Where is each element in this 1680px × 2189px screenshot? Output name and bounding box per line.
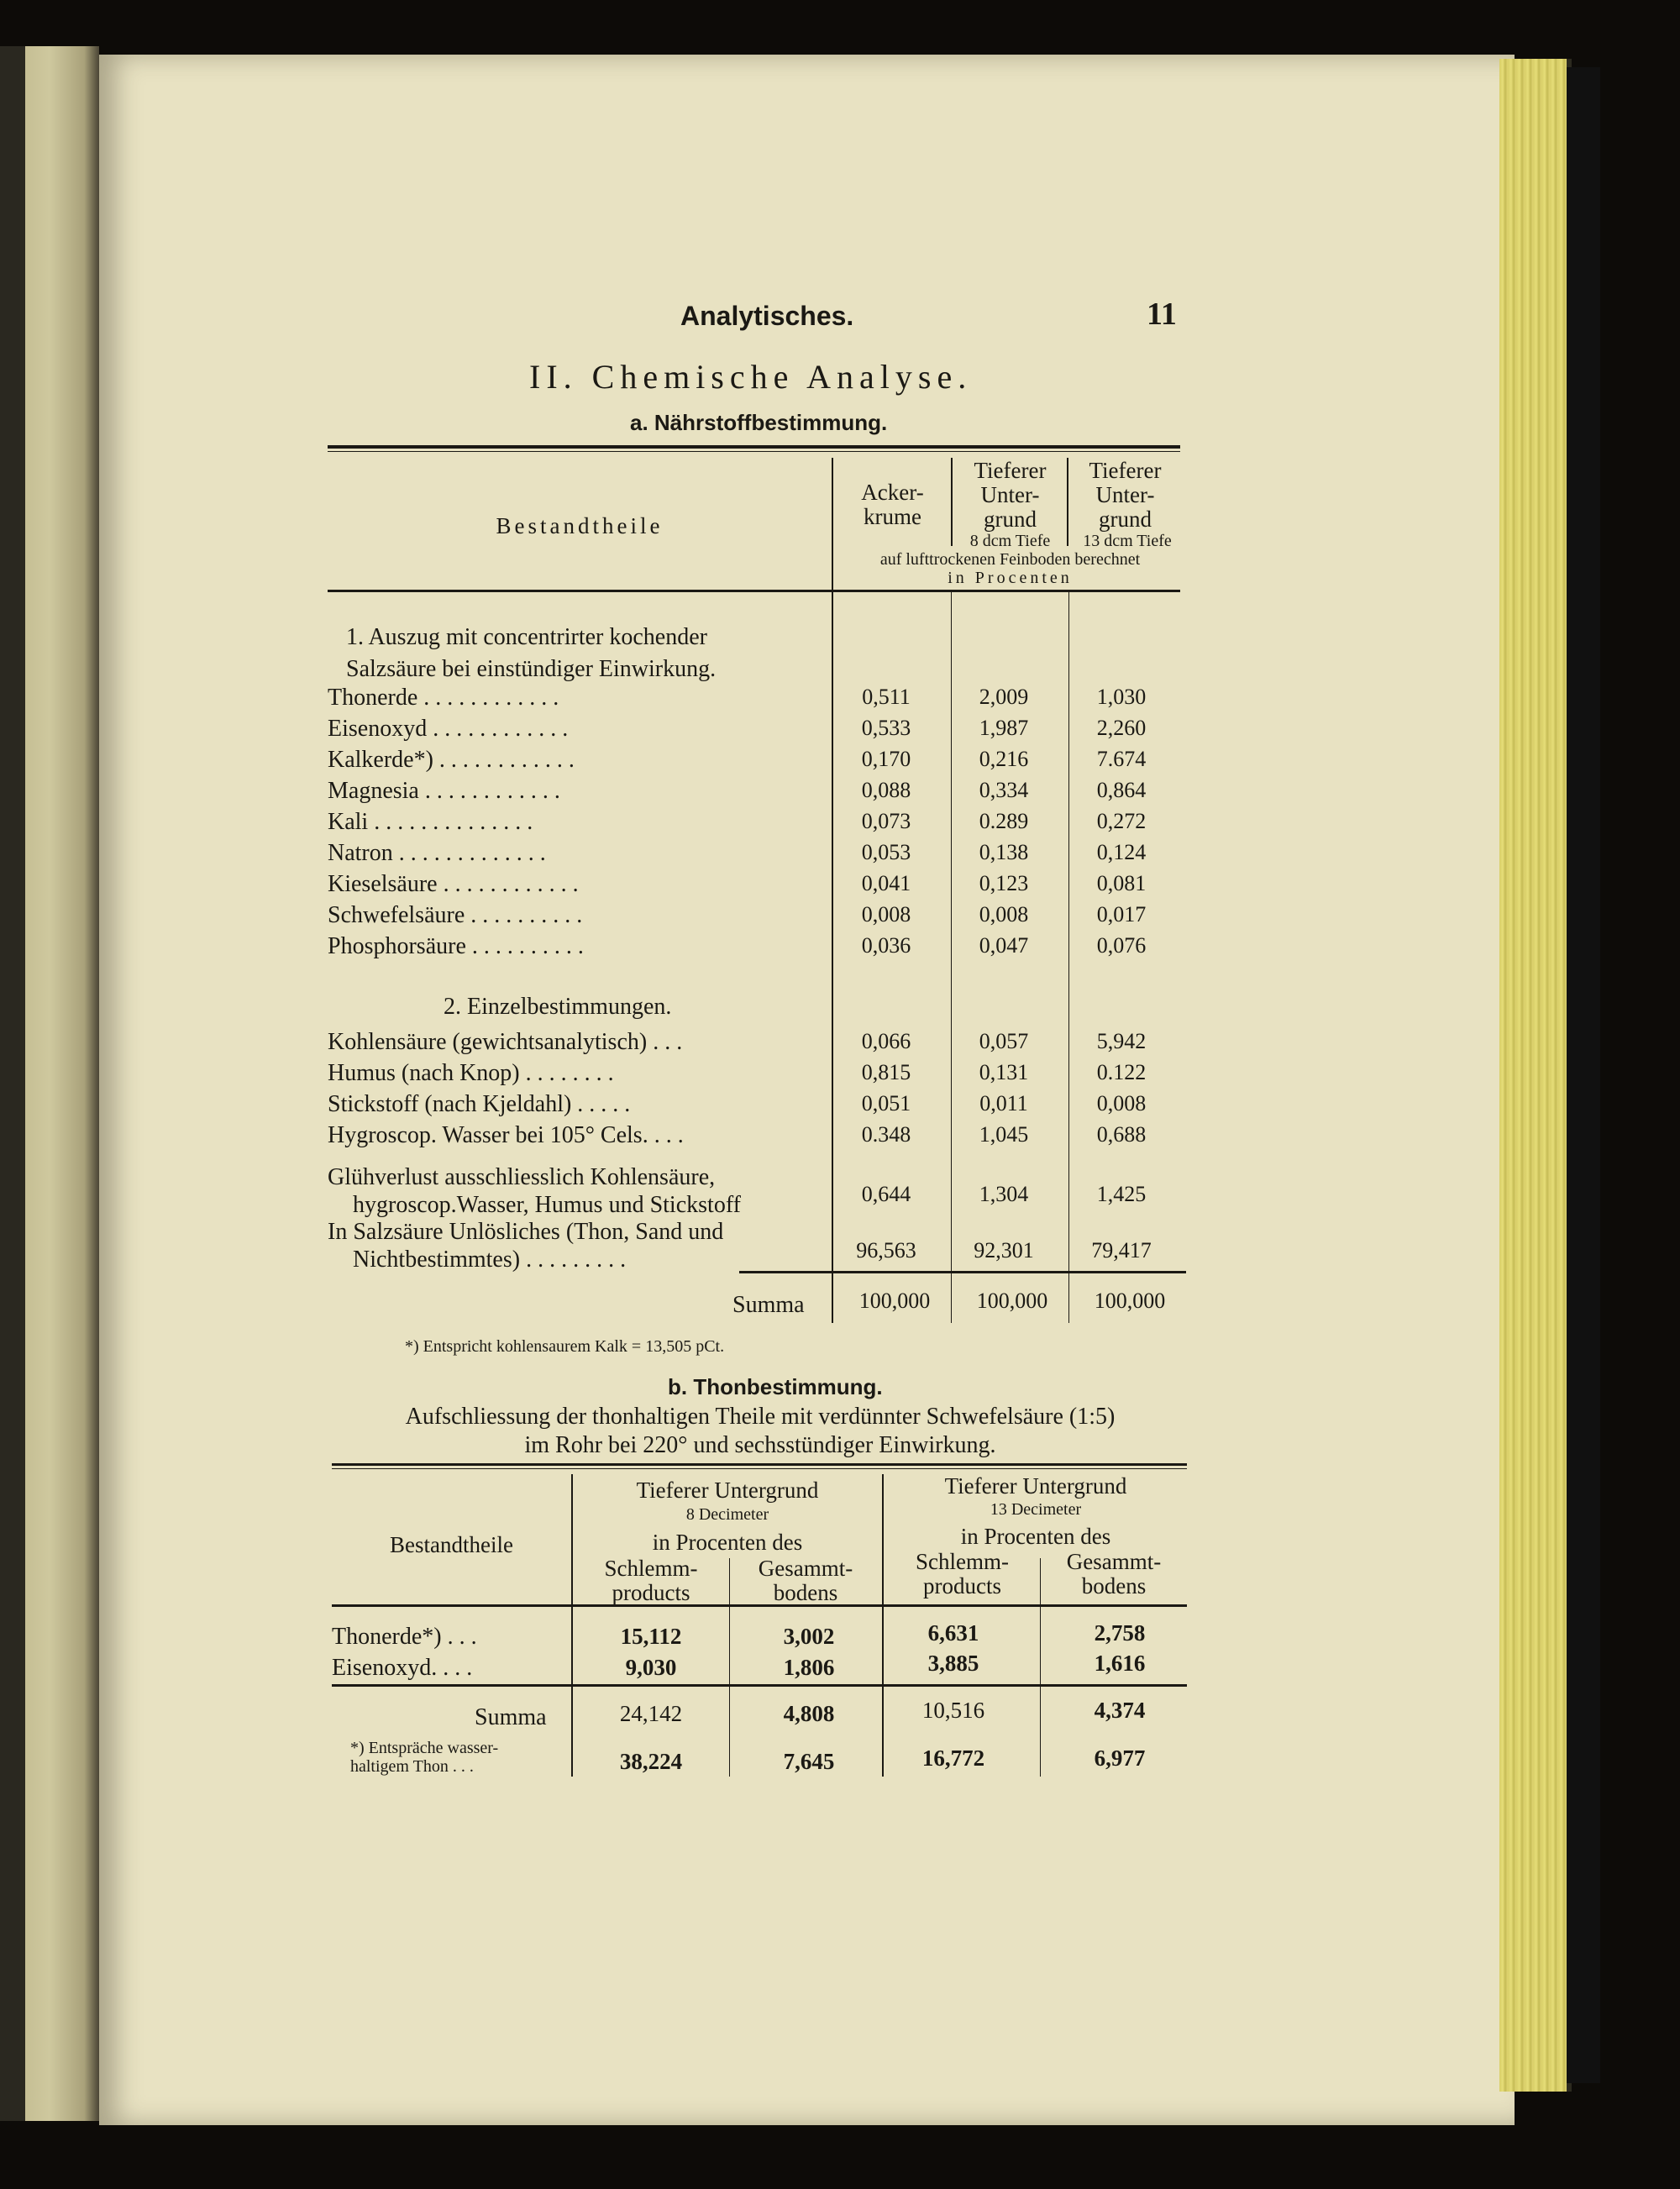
- table-row: Humus (nach Knop) . . . . . . . . 0,815 0,131 0.122: [328, 1060, 1147, 1086]
- col-untergrund-13-header: Tieferer Unter- grund: [1089, 458, 1162, 532]
- col-untergrund-8-depth: 8 dcm Tiefe: [969, 532, 1051, 550]
- table-b-row-summa: Summa 24,142 4,808 10,516 4,374: [475, 1698, 1146, 1730]
- col-untergrund-8-header: Tieferer Unter- grund: [974, 458, 1047, 532]
- chapter-title: II. Chemische Analyse.: [529, 358, 973, 396]
- table-row: Thonerde . . . . . . . . . . . . 0,511 2,009 1,030: [328, 685, 1147, 711]
- table-a-top-rule-thin: [328, 451, 1180, 452]
- table-row: Schwefelsäure . . . . . . . . . . 0,008 0,008 0,017: [328, 902, 1147, 928]
- section-b-title: b. Thonbestimmung.: [668, 1374, 883, 1399]
- basis-note: auf lufttrockenen Feinboden berechnet: [879, 550, 1141, 569]
- row-unloesliches-label: In Salzsäure Unlösliches (Thon, Sand und Nichtbestimmtes) . . . . . . . . .: [328, 1219, 724, 1273]
- row-unloesliches-v2: 92,301: [974, 1238, 1034, 1262]
- table-b-row-eisenoxyd: Eisenoxyd. . . . 9,030 1,806 3,885 1,616: [332, 1651, 1146, 1681]
- table-b-g1-schlemm: Schlemm- products: [604, 1556, 698, 1605]
- section-b-intro: Aufschliessung der thonhaltigen Theile mit verdünnter Schwefelsäure (1:5) im Rohr bei 220° und sechsstündiger Einwirkung.: [405, 1404, 1116, 1458]
- group2-title: 2. Einzelbestimmungen.: [444, 994, 672, 1020]
- book-spine: [0, 46, 25, 2121]
- row-unloesliches-v3: 79,417: [1091, 1238, 1152, 1262]
- table-b-label-header: Bestandtheile: [390, 1532, 513, 1557]
- table-b-group1-title: Tieferer Untergrund: [636, 1478, 819, 1503]
- unit-note: in Procenten: [948, 569, 1073, 587]
- table-a-sum-rule: [739, 1271, 1186, 1273]
- table-b-g2-gesammt: Gesammt- bodens: [1066, 1549, 1162, 1598]
- table-row: Stickstoff (nach Kjeldahl) . . . . . 0,051 0,011 0,008: [328, 1091, 1147, 1117]
- table-row: Kieselsäure . . . . . . . . . . . . 0,041 0,123 0,081: [328, 871, 1147, 897]
- table-a-top-rule: [328, 445, 1180, 449]
- table-b-group2-inproc: in Procenten des: [960, 1524, 1111, 1549]
- section-a-title: a. Nährstoffbestimmung.: [630, 410, 888, 435]
- table-a-header-rule: [328, 590, 1180, 592]
- table-row: Natron . . . . . . . . . . . . . 0,053 0,138 0,124: [328, 840, 1147, 866]
- summa-a-v3: 100,000: [1094, 1289, 1166, 1313]
- table-b-g1-gesammt: Gesammt- bodens: [758, 1556, 853, 1605]
- table-row: Eisenoxyd . . . . . . . . . . . . 0,533 1,987 2,260: [328, 716, 1147, 742]
- left-page-edge: [0, 46, 99, 2121]
- table-b-group2-sub: 13 Decimeter: [990, 1500, 1082, 1519]
- table-b-group2-title: Tieferer Untergrund: [944, 1473, 1127, 1499]
- table-row: Hygroscop. Wasser bei 105° Cels. . . . 0.348 1,045 0,688: [328, 1122, 1147, 1148]
- summa-a-v2: 100,000: [976, 1289, 1048, 1313]
- table-row: Kohlensäure (gewichtsanalytisch) . . . 0,066 0,057 5,942: [328, 1029, 1147, 1055]
- table-row: Kalkerde*) . . . . . . . . . . . . 0,170 0,216 7.674: [328, 747, 1147, 773]
- table-b-row-thonerde: Thonerde*) . . . 15,112 3,002 6,631 2,758: [332, 1620, 1146, 1650]
- row-gluehverlust-v2: 1,304: [979, 1182, 1029, 1206]
- table-b-g2-schlemm: Schlemm- products: [916, 1549, 1009, 1598]
- summa-a-v1: 100,000: [858, 1289, 931, 1313]
- running-head: Analytisches.: [680, 301, 854, 331]
- row-gluehverlust-label: Glühverlust ausschliesslich Kohlensäure, hygroscop.Wasser, Humus und Stickstoff: [328, 1164, 741, 1218]
- group1-title: 1. Auszug mit concentrirter kochender Salzsäure bei einstündiger Einwirkung.: [346, 624, 717, 682]
- page-edges: [1499, 59, 1572, 2092]
- summa-a-label: Summa: [732, 1292, 805, 1318]
- table-b-row-footnote: *) Entspräche wasser- haltigem Thon . . . 38,224 7,645 16,772 6,977: [350, 1739, 1146, 1776]
- table-b-group1-sub: 8 Decimeter: [685, 1505, 769, 1524]
- row-gluehverlust-v1: 0,644: [861, 1182, 911, 1206]
- col-untergrund-13-depth: 13 dcm Tiefe: [1083, 532, 1172, 550]
- table-b-top-rule: [332, 1463, 1187, 1466]
- table-a-col-divider-2: [951, 458, 953, 546]
- footnote-a: *) Entspricht kohlensaurem Kalk = 13,505 pCt.: [405, 1337, 725, 1356]
- col-label-header: Bestandtheile: [496, 513, 664, 538]
- book-cover-edge: [1567, 67, 1600, 2083]
- page-number: 11: [1147, 297, 1177, 332]
- table-b-top-rule-thin: [332, 1468, 1187, 1469]
- table-row: Kali . . . . . . . . . . . . . . 0,073 0.289 0,272: [328, 809, 1147, 835]
- col-ackerkrume-header: Acker- krume: [861, 480, 924, 529]
- table-b-group1-inproc: in Procenten des: [652, 1530, 803, 1555]
- row-gluehverlust-v3: 1,425: [1096, 1182, 1147, 1206]
- table-row: Magnesia . . . . . . . . . . . . 0,088 0,334 0,864: [328, 778, 1147, 804]
- row-unloesliches-v1: 96,563: [856, 1238, 916, 1262]
- table-row: Phosphorsäure . . . . . . . . . . 0,036 0,047 0,076: [328, 933, 1147, 959]
